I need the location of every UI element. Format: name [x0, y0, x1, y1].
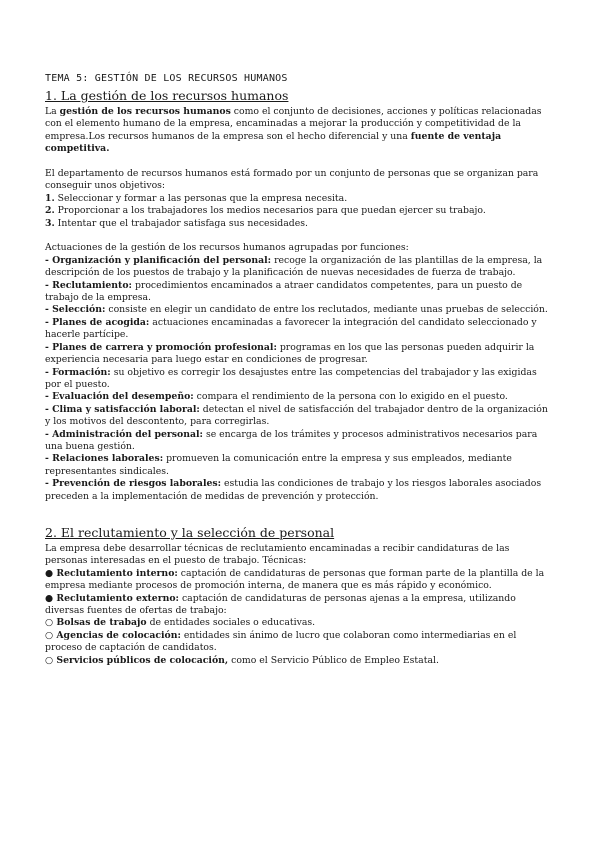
function-item: - Prevención de riesgos laborales: estudia las condiciones de trabajo y los riesgos laborales asociados preceden a la implementación de medidas de prevención y protección.: [45, 478, 542, 502]
section-heading-1: 1. La gestión de los recursos humanos: [45, 88, 289, 103]
department-intro: El departamento de recursos humanos está formado por un conjunto de personas que se organizan para conseguir unos objetivos:: [45, 168, 539, 192]
bold-term: gestión de los recursos humanos: [59, 106, 231, 117]
technique-item: ● Reclutamiento externo: captación de candidaturas de personas ajenas a la empresa, utilizando diversas fuentes de ofertas de trabajo:: [45, 592, 516, 616]
technique-subitem: ○ Bolsas de trabajo de entidades sociales o educativas.: [45, 617, 316, 629]
function-item: - Administración del personal: se encarga de los trámites y procesos administrativos necesarios para una buena gestión.: [45, 428, 538, 452]
function-item: - Reclutamiento: procedimientos encaminados a atraer candidatos competentes, para un puesto de trabajo de la empresa.: [45, 279, 523, 304]
function-item: - Relaciones laborales: promueven la comunicación entre la empresa y sus empleados, mediante representantes sindicales.: [45, 453, 512, 477]
section-heading-2: 2. El reclutamiento y la selección de personal: [45, 524, 335, 540]
bold-term: fuente de ventaja competitiva.: [45, 130, 502, 155]
objective-item: 3. Intentar que el trabajador satisfaga sus necesidades.: [45, 217, 308, 229]
function-item: - Evaluación del desempeño: compara el rendimiento de la persona con lo exigido en el puesto.: [45, 391, 508, 403]
function-item: - Planes de acogida: actuaciones encaminadas a favorecer la integración del candidato seleccionado y hacerle partícipe.: [45, 316, 537, 341]
document-title: TEMA 5: GESTIÓN DE LOS RECURSOS HUMANOS: [45, 73, 288, 84]
function-item: - Formación: su objetivo es corregir los desajustes entre las competencias del trabajador y las exigidas por el puesto.: [45, 366, 537, 390]
section2-intro-paragraph: La empresa debe desarrollar técnicas de reclutamiento encaminadas a recibir candidaturas de las personas interesadas en el puesto de trabajo. Técnicas:: [45, 542, 510, 567]
technique-subitem: ○ Servicios públicos de colocación, como el Servicio Público de Empleo Estatal.: [45, 654, 439, 666]
objective-item: 2. Proporcionar a los trabajadores los medios necesarios para que puedan ejercer su trabajo.: [45, 205, 486, 217]
function-item: - Organización y planificación del personal: recoge la organización de las plantillas de la empresa, la descripción de los puestos de trabajo y la planificación de nuevas necesidades de fuerza de trabajo.: [45, 254, 543, 279]
function-item: - Selección: consiste en elegir un candidato de entre los reclutados, mediante unas pruebas de selección.: [45, 304, 548, 316]
objective-item: 1. Seleccionar y formar a las personas que la empresa necesita.: [45, 192, 348, 204]
technique-item: ● Reclutamiento interno: captación de candidaturas de personas que forman parte de la plantilla de la empresa mediante procesos de promoción interna, de manera que es más rápido y económico.: [45, 567, 545, 592]
technique-subitem: ○ Agencias de colocación: entidades sin ánimo de lucro que colaboran como intermediarias en el proceso de captación de candidatos.: [45, 629, 517, 654]
function-item: - Planes de carrera y promoción profesional: programas en los que las personas pueden adquirir la experiencia necesaria para luego estar en condiciones de progresar.: [45, 341, 535, 366]
function-item: - Clima y satisfacción laboral: detectan el nivel de satisfacción del trabajador dentro de la organización y los motivos del descontento, para corregirlas.: [45, 403, 548, 428]
section1-intro-paragraph: La gestión de los recursos humanos como el conjunto de decisiones, acciones y políticas relacionadas con el elemento humano de la empresa, encaminadas a mejorar la producción y competitividad de la empresa.Los recursos humanos de la empresa son el hecho diferencial y una fuente de ventaja competitiva.: [45, 106, 542, 155]
functions-intro: Actuaciones de la gestión de los recursos humanos agrupadas por funciones:: [45, 242, 409, 254]
